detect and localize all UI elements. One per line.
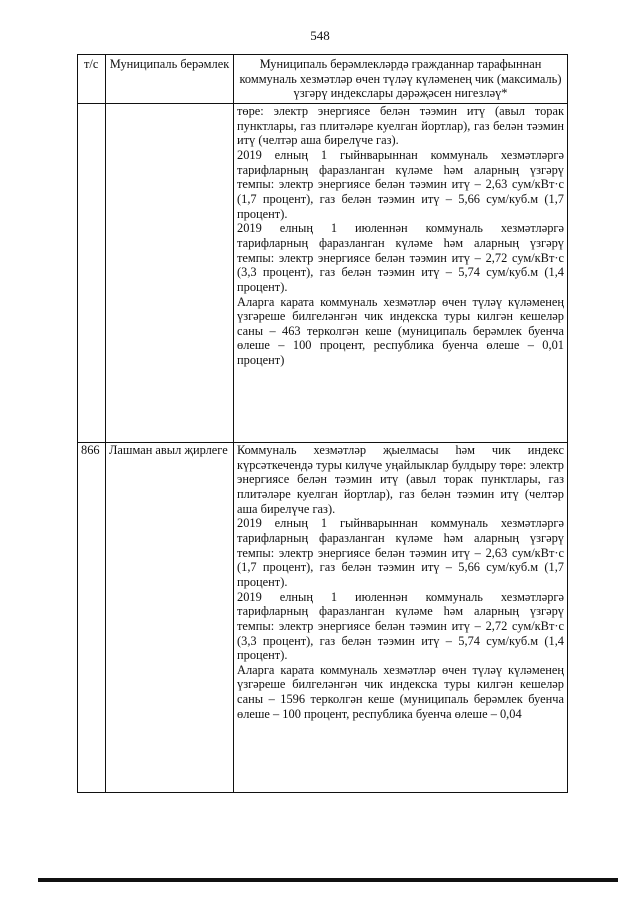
bottom-rule — [38, 878, 618, 882]
paragraph: 2019 елның 1 июленнән коммуналь хезмәтләргә тарифларның фаразланган күләме һәм аларның үзгәрү темпы: электр энергиясе белән тәэмин итү – 2,72 сум/кВт·с (3,3 процент), газ белән тәэмин итү – 5,74 сум/куб.м (1,4 процент). — [237, 589, 564, 663]
table-row — [78, 442, 568, 792]
row-basis-text — [234, 103, 568, 442]
paragraph: Аларга карата коммуналь хезмәтләр өчен түләү күләменең үзгәреше билгеләнгән чик индекска туры килгән кешеләр саны – 463 терколгән кеше (муниципаль берәмлек буенча өлеше – 100 процент, республика буенча өлеше – 0,01 процент) — [237, 294, 564, 368]
paragraph: 2019 елның 1 июленнән коммуналь хезмәтләргә тарифларның фаразланган күләме һәм аларның үзгәрү темпы: электр энергиясе белән тәэмин итү – 2,72 сум/кВт·с (3,3 процент), газ белән тәэмин итү – 5,74 сум/куб.м (1,4 процент). — [237, 221, 564, 294]
paragraph: Коммуналь хезмәтләр җыелмасы һәм чик индекс күрсәткечендә туры килүче уңайлыклар булдыру төре: электр энергиясе белән тәэмин итү (авыл торак пунктлары, газ плитәләре куелган йортлар), газ белән тәэмин итү (челтәр аша бирелүче газ). — [237, 442, 564, 516]
row-municipality: Лашман авыл җирлеге — [106, 442, 234, 792]
page-number: 548 — [310, 28, 330, 43]
paragraph: 2019 елның 1 гыйнварыннан коммуналь хезмәтләргә тарифларның фаразланган күләме һәм аларның үзгәрү темпы: электр энергиясе белән тәэмин итү – 2,63 сум/кВт·с (1,7 процент), газ белән тәэмин итү – 5,66 сум/куб.м (1,7 процент). — [237, 147, 564, 221]
row-basis-text — [234, 442, 568, 792]
paragraph: 2019 елның 1 гыйнварыннан коммуналь хезмәтләргә тарифларның фаразланган күләме һәм аларның үзгәрү темпы: электр энергиясе белән тәэмин итү – 2,63 сум/кВт·с (1,7 процент), газ белән тәэмин итү – 5,66 сум/куб.м (1,7 процент). — [237, 516, 564, 589]
paragraph: төре: электр энергиясе белән тәэмин итү (авыл торак пунктлары, газ плитәләре куелган йортлар), газ белән тәэмин итү (челтәр аша бирелүче газ). — [237, 103, 564, 148]
table-header-row — [78, 55, 568, 104]
paragraph: Аларга карата коммуналь хезмәтләр өчен түләү күләменең үзгәреше билгеләнгән чик индекска туры килгән кешеләр саны – 1596 терколгән кеше (муниципаль берәмлек буенча өлеше – 100 процент, республика буенча өлеше – 0,04 — [237, 662, 564, 721]
header-basis: Муниципаль берәмлекләрдә гражданнар тарафыннан коммуналь хезмәтләр өчен түләү күләменең чик (максималь) үзгәрү индекслары дәрәҗәсен нигезләү* — [234, 55, 568, 104]
header-municipality: Муниципаль берәмлек — [106, 55, 234, 104]
header-number: т/с — [78, 55, 106, 104]
row-number: 866 — [78, 442, 106, 792]
row-municipality — [106, 103, 234, 442]
data-table — [77, 54, 568, 793]
row-number — [78, 103, 106, 442]
table-row — [78, 103, 568, 442]
